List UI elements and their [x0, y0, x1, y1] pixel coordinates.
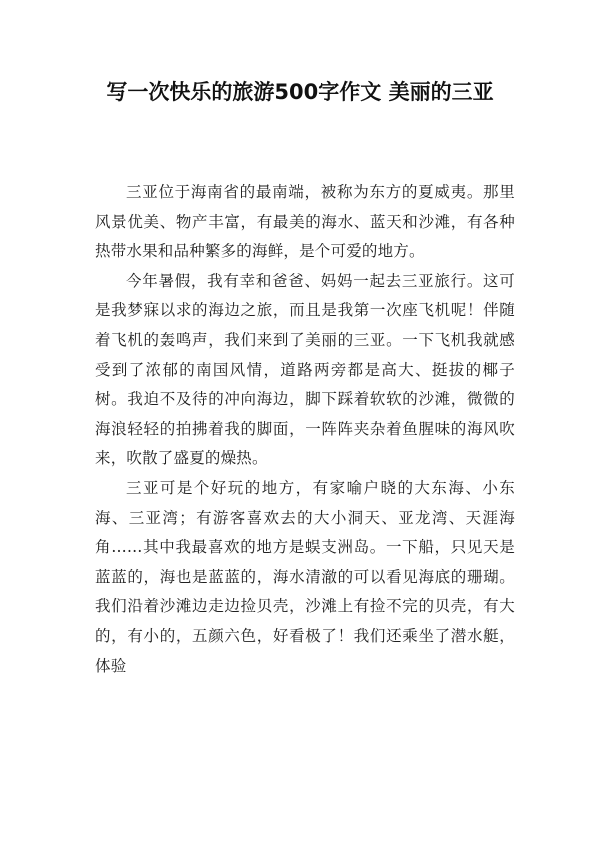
paragraph-1: 三亚位于海南省的最南端，被称为东方的夏威夷。那里风景优美、物产丰富，有最美的海水、蓝天和沙滩，有各种热带水果和品种繁多的海鲜，是个可爱的地方。	[95, 183, 515, 261]
article-body	[95, 178, 515, 681]
paragraph-3: 三亚可是个好玩的地方，有家喻户晓的大东海、小东海、三亚湾；有游客喜欢去的大小洞天、亚龙湾、天涯海角……其中我最喜欢的地方是蜈支洲岛。一下船，只见天是蓝蓝的，海也是蓝蓝的，海水清澈的可以看见海底的珊瑚。我们沿着沙滩边走边捡贝壳，沙滩上有捡不完的贝壳，有大的，有小的，五颜六色，好看极了！我们还乘坐了潜水艇，体验	[95, 478, 515, 675]
paragraph-2: 今年暑假，我有幸和爸爸、妈妈一起去三亚旅行。这可是我梦寐以求的海边之旅，而且是我第一次座飞机呢！伴随着飞机的轰鸣声，我们来到了美丽的三亚。一下飞机我就感受到了浓郁的南国风情，道路两旁都是高大、挺拔的椰子树。我迫不及待的冲向海边，脚下踩着软软的沙滩，微微的海浪轻轻的拍拂着我的脚面，一阵阵夹杂着鱼腥味的海风吹来，吹散了盛夏的燥热。	[95, 271, 515, 468]
page-title: 写一次快乐的旅游500字作文 美丽的三亚	[106, 80, 494, 104]
